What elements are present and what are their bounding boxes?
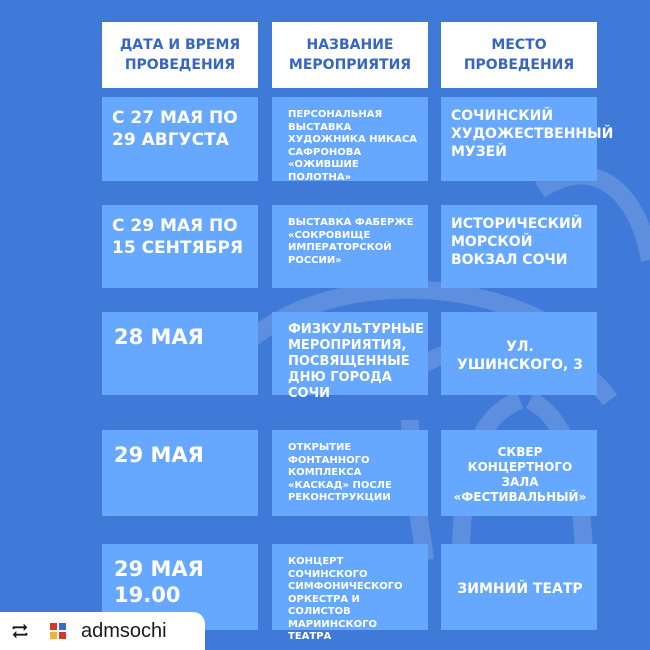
- repost-icon: [9, 620, 31, 642]
- row-2-place: [441, 205, 597, 288]
- row-2-event-text: ВЫСТАВКА ФАБЕРЖЕ «СОКРОВИЩЕ ИМПЕРАТОРСКОЙ РОССИИ»: [288, 217, 414, 266]
- row-2-place-text: ИСТОРИЧЕСКИЙ МОРСКОЙ ВОКЗАЛ СОЧИ: [451, 216, 583, 268]
- header-event: [272, 22, 428, 88]
- header-date: [102, 22, 258, 88]
- row-2-date-text: С 29 МАЯ ПО 15 СЕНТЯБРЯ: [112, 216, 244, 258]
- row-3-event-text: ФИЗКУЛЬТУРНЫЕ МЕРОПРИЯТИЯ, ПОСВЯЩЕННЫЕ ДНЮ ГОРОДА СОЧИ: [288, 322, 425, 401]
- row-5-event-text: КОНЦЕРТ СОЧИНСКОГО СИМФОНИЧЕСКОГО ОРКЕСТРА И СОЛИСТОВ МАРИИНСКОГО ТЕАТРА: [288, 556, 403, 642]
- row-3-place: [441, 312, 597, 395]
- row-4-date-text: 29 МАЯ: [114, 443, 204, 467]
- row-1-event: [272, 97, 428, 181]
- row-5-event: [272, 544, 428, 642]
- row-4-event-text: ОТКРЫТИЕ ФОНТАННОГО КОМПЛЕКСА «КАСКАД» ПОСЛЕ РЕКОНСТРУКЦИИ: [288, 442, 392, 503]
- row-1-date: [102, 97, 258, 181]
- row-4-place-text: СКВЕР КОНЦЕРТНОГО ЗАЛА «ФЕСТИВАЛЬНЫЙ»: [453, 445, 587, 504]
- header-event-label: НАЗВАНИЕ МЕРОПРИЯТИЯ: [288, 37, 412, 73]
- row-1-place-text: СОЧИНСКИЙ ХУДОЖЕСТВЕННЫЙ МУЗЕЙ: [451, 108, 614, 160]
- repost-badge[interactable]: [0, 612, 205, 650]
- row-3-event: [272, 312, 428, 401]
- row-1-place: [441, 97, 614, 181]
- row-5-date-text: 29 МАЯ 19.00: [114, 557, 204, 607]
- header-place-label: МЕСТО ПРОВЕДЕНИЯ: [463, 37, 575, 73]
- row-2-date: [102, 205, 258, 288]
- row-1-date-text: С 27 МАЯ ПО 29 АВГУСТА: [112, 108, 238, 150]
- avatar-logo-icon[interactable]: [48, 621, 68, 641]
- row-3-date-text: 28 МАЯ: [114, 325, 204, 349]
- row-4-event: [272, 430, 428, 516]
- row-2-event: [272, 205, 428, 288]
- repost-username[interactable]: admsochi: [81, 619, 167, 642]
- row-1-event-text: ПЕРСОНАЛЬНАЯ ВЫСТАВКА ХУДОЖНИКА НИКАСА САФРОНОВА «ОЖИВШИЕ ПОЛОТНА»: [288, 109, 417, 183]
- header-place: [441, 22, 597, 88]
- row-3-date: [102, 312, 258, 395]
- row-3-place-text: УЛ. УШИНСКОГО, 3: [457, 338, 583, 373]
- row-4-date: [102, 430, 258, 516]
- row-5-place: [441, 544, 597, 630]
- row-4-place: [441, 430, 597, 516]
- header-date-label: ДАТА И ВРЕМЯ ПРОВЕДЕНИЯ: [119, 37, 241, 73]
- row-5-place-text: ЗИМНИЙ ТЕАТР: [457, 581, 583, 597]
